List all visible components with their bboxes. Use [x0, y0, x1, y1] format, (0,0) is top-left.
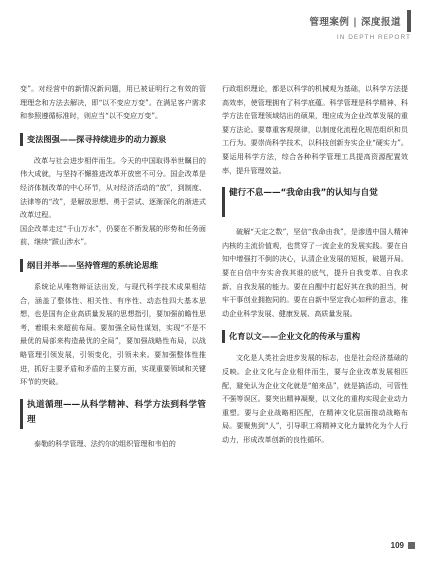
heading-text: 纲目并举——坚持管理的系统论思维 — [27, 259, 159, 270]
right-column — [222, 82, 408, 446]
heading-text: 化育以文——企业文化的传承与重构 — [229, 331, 361, 342]
paragraph: 国企改革走过“千山万水”，仍要在不断发展的形势和任务面前，继续“跋山涉水”。 — [20, 223, 206, 247]
section-heading — [20, 132, 206, 146]
page-number: 109 — [390, 541, 404, 550]
page-footer — [391, 541, 415, 550]
section-heading — [222, 186, 408, 217]
heading-bar — [222, 187, 225, 217]
section-heading — [222, 329, 408, 343]
paragraph: 文化是人类社会进步发展的标志，也是社会经济基础的反映。企业文化与企业相伴而生，要与企业改革发展相匹配，避免认为企业文化就是“舶来品”，就是搞活动，可管性不强等误区。要突出精神凝聚，以文化的重构实现企业动力重塑。要与企业战略相匹配，在精神文化层面推动战略布局。要聚焦到“人”，引导职工将精神文化力量转化为个人行动力，形成改革创新的良性循环。 — [222, 353, 408, 444]
heading-bar — [20, 399, 23, 429]
section-heading — [20, 398, 206, 429]
heading-text: 变法图强——探寻持续进步的动力源泉 — [27, 133, 167, 144]
heading-text: 执道循理——从科学精神、科学方法到科学管理 — [27, 399, 206, 426]
paragraph: 系统论从唯物辩证法出发，与现代科学技术成果相结合，涵盖了整体性、相关性、有序性、动态性四大基本思想，也是国有企业高质量发展的思想指引，要加强前瞻性思考，着眼未来超前布局。要加强全局性谋划，实现“不是不最优的局部来构造最优的全局”，要加强战略性布局，以战略管理引领发展，引领变化，引领未来。要加强整体性推进，抓好主要矛盾和矛盾的主要方面，实现重要领域和关键环节的突破。 — [20, 281, 206, 387]
paragraph: 行政组织理论，都是以科学的机械观为基础，以科学方法提高效率，使管理拥有了科学底蕴。科学管理是科学精神、科学方法在管理领域结出的硕果，理应成为企业改革发展的重要方法论。要尊重客观规律，以制度化流程化规范组织和员工行为。要崇尚科学技术，以科技创新夯实企业“硬实力”。要运用科学方法，综合各种科学管理工具提高资源配置效率，提升管理效益。 — [222, 84, 408, 175]
heading-bar — [20, 259, 23, 272]
heading-text: 健行不息——“我命由我”的认知与自觉 — [229, 188, 378, 199]
footer-square-icon — [408, 542, 415, 549]
page-header — [309, 10, 411, 41]
paragraph: 变”。对经营中的新情况新问题，用已被证明行之有效的管理理念和方法去解决，即“以不变应万变”。在满足客户需求和参照遵循标准时，则应当“以不变应万变”。 — [20, 84, 206, 121]
header-mark — [407, 10, 411, 32]
heading-bar — [222, 330, 225, 343]
paragraph: 改革与社会进步相伴而生。今天的中国取得举世瞩目的伟大成就，与坚持不懈推进改革开放密不可分。国企改革是经济体制改革的中心环节，从对经济活动的“放”，到制度、法律等的“改”，是解放思想、勇于尝试、逐渐深化的渐进式改革过程。 — [20, 155, 206, 220]
left-column — [20, 82, 206, 450]
heading-bar — [20, 133, 23, 146]
paragraph: 泰勒的科学管理、法约尔的组织管理和韦伯的 — [34, 438, 176, 448]
header-title: 管理案例 | 深度报道 — [309, 17, 401, 28]
header-subtitle: IN DEPTH REPORT — [336, 34, 411, 41]
section-heading — [20, 258, 206, 272]
paragraph: 破解“天定之数”，坚信“我命由我”，是渗透中国人精神内核的主流价值观，也贯穿了一流企业的发展实践。要在自知中增强打不倒的决心，认清企业发展的短板，破题开局。要在自信中夯实舍我其谁的底气，提升自我变革、自我求新、自我发展的能力。要在自醒中打起好其在我的担当，树牢干事创业拥抱同的。要在自新中坚定我心如秤的意志，推动企业科学发展、健康发展、高质量发展。 — [222, 227, 408, 318]
